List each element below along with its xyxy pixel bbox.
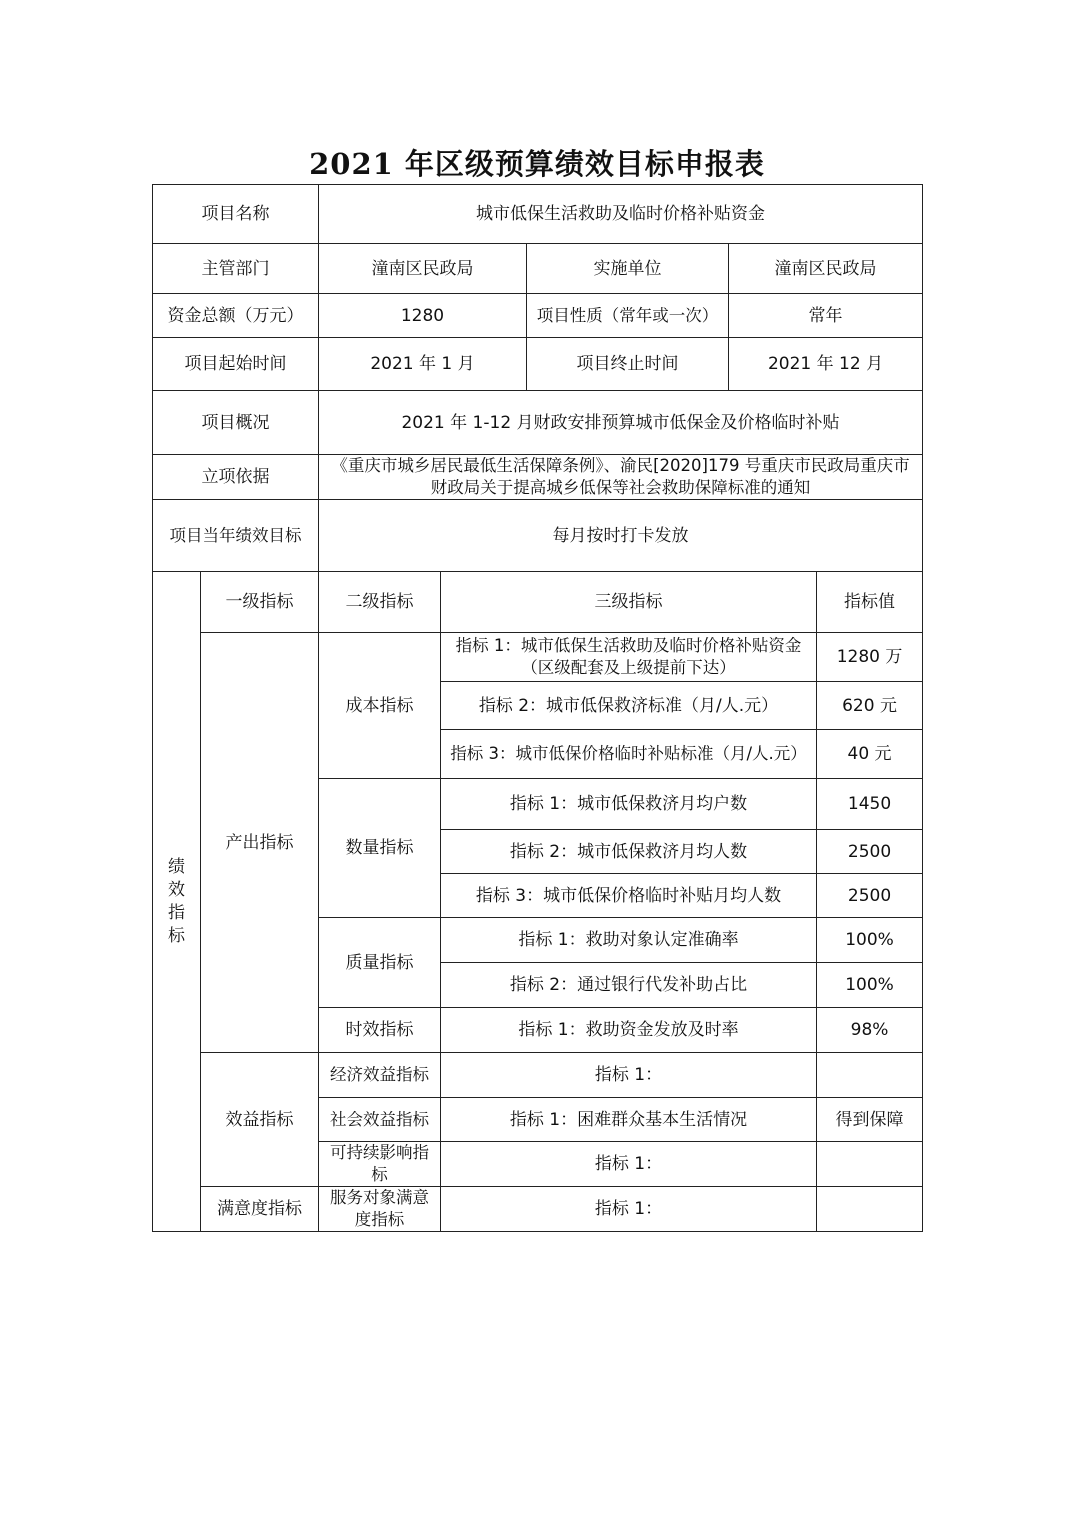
row-department — [153, 244, 923, 294]
social-indicator-1: 指标 1：困难群众基本生活情况 — [441, 1098, 817, 1142]
row-goal — [153, 500, 923, 572]
row-project-name — [153, 185, 923, 244]
header-level2: 二级指标 — [319, 572, 441, 633]
quality-indicator-2-value: 100% — [817, 963, 923, 1008]
service-indicator-1: 指标 1： — [441, 1187, 817, 1232]
cost-indicator-3: 指标 3：城市低保价格临时补贴标准（月/人.元） — [441, 730, 817, 779]
project-name-value: 城市低保生活救助及临时价格补贴资金 — [319, 185, 923, 244]
department-value: 潼南区民政局 — [319, 244, 527, 294]
table-row — [153, 633, 923, 682]
indicator-header-row — [153, 572, 923, 633]
cost-indicator-2: 指标 2：城市低保救济标准（月/人.元） — [441, 682, 817, 730]
cost-indicator-2-value: 620 元 — [817, 682, 923, 730]
header-level1: 一级指标 — [201, 572, 319, 633]
social-benefit-label: 社会效益指标 — [319, 1098, 441, 1142]
implementer-value: 潼南区民政局 — [729, 244, 923, 294]
quality-indicator-1-value: 100% — [817, 918, 923, 963]
timeliness-indicator-1-value: 98% — [817, 1008, 923, 1053]
quality-indicator-label: 质量指标 — [319, 918, 441, 1008]
row-basis — [153, 455, 923, 500]
timeliness-indicator-1: 指标 1：救助资金发放及时率 — [441, 1008, 817, 1053]
start-time-label: 项目起始时间 — [153, 338, 319, 391]
satisfaction-indicator-label: 满意度指标 — [201, 1187, 319, 1232]
economic-indicator-1-value — [817, 1053, 923, 1098]
start-time-value: 2021 年 1 月 — [319, 338, 527, 391]
economic-benefit-label: 经济效益指标 — [319, 1053, 441, 1098]
end-time-value: 2021 年 12 月 — [729, 338, 923, 391]
timeliness-indicator-label: 时效指标 — [319, 1008, 441, 1053]
quality-indicator-1: 指标 1：救助对象认定准确率 — [441, 918, 817, 963]
sustainability-label: 可持续影响指标 — [319, 1142, 441, 1187]
row-period — [153, 338, 923, 391]
sustainability-indicator-1-value — [817, 1142, 923, 1187]
basis-label: 立项依据 — [153, 455, 319, 500]
project-name-label: 项目名称 — [153, 185, 319, 244]
quality-indicator-2: 指标 2：通过银行代发补助占比 — [441, 963, 817, 1008]
quantity-indicator-1-value: 1450 — [817, 779, 923, 830]
quantity-indicator-label: 数量指标 — [319, 779, 441, 918]
output-indicator-label: 产出指标 — [201, 633, 319, 1053]
quantity-indicator-1: 指标 1：城市低保救济月均户数 — [441, 779, 817, 830]
nature-label: 项目性质（常年或一次） — [527, 294, 729, 338]
cost-indicator-3-value: 40 元 — [817, 730, 923, 779]
end-time-label: 项目终止时间 — [527, 338, 729, 391]
service-indicator-1-value — [817, 1187, 923, 1232]
cost-indicator-1-value: 1280 万 — [817, 633, 923, 682]
funds-label: 资金总额（万元） — [153, 294, 319, 338]
row-overview — [153, 391, 923, 455]
header-level3: 三级指标 — [441, 572, 817, 633]
nature-value: 常年 — [729, 294, 923, 338]
cost-indicator-label: 成本指标 — [319, 633, 441, 779]
overview-value: 2021 年 1-12 月财政安排预算城市低保金及价格临时补贴 — [319, 391, 923, 455]
funds-value: 1280 — [319, 294, 527, 338]
goal-value: 每月按时打卡发放 — [319, 500, 923, 572]
economic-indicator-1: 指标 1： — [441, 1053, 817, 1098]
quantity-indicator-2-value: 2500 — [817, 830, 923, 874]
row-funds — [153, 294, 923, 338]
quantity-indicator-2: 指标 2：城市低保救济月均人数 — [441, 830, 817, 874]
header-value: 指标值 — [817, 572, 923, 633]
sustainability-indicator-1: 指标 1： — [441, 1142, 817, 1187]
table-row — [153, 1187, 923, 1232]
overview-label: 项目概况 — [153, 391, 319, 455]
performance-indicators-section — [153, 572, 201, 1232]
page-title: 2021 年区级预算绩效目标申报表 — [309, 147, 765, 181]
cost-indicator-1: 指标 1：城市低保生活救助及临时价格补贴资金（区级配套及上级提前下达） — [441, 633, 817, 682]
basis-value: 《重庆市城乡居民最低生活保障条例》、渝民[2020]179 号重庆市民政局重庆市财政局关于提高城乡低保等社会救助保障标准的通知 — [319, 455, 923, 500]
department-label: 主管部门 — [153, 244, 319, 294]
service-satisfaction-label: 服务对象满意度指标 — [319, 1187, 441, 1232]
table-row — [153, 1053, 923, 1098]
performance-form-table — [152, 184, 923, 1232]
social-indicator-1-value: 得到保障 — [817, 1098, 923, 1142]
goal-label: 项目当年绩效目标 — [153, 500, 319, 572]
implementer-label: 实施单位 — [527, 244, 729, 294]
performance-indicators-label: 绩效指标 — [168, 856, 185, 946]
quantity-indicator-3: 指标 3：城市低保价格临时补贴月均人数 — [441, 874, 817, 918]
quantity-indicator-3-value: 2500 — [817, 874, 923, 918]
benefit-indicator-label: 效益指标 — [201, 1053, 319, 1187]
